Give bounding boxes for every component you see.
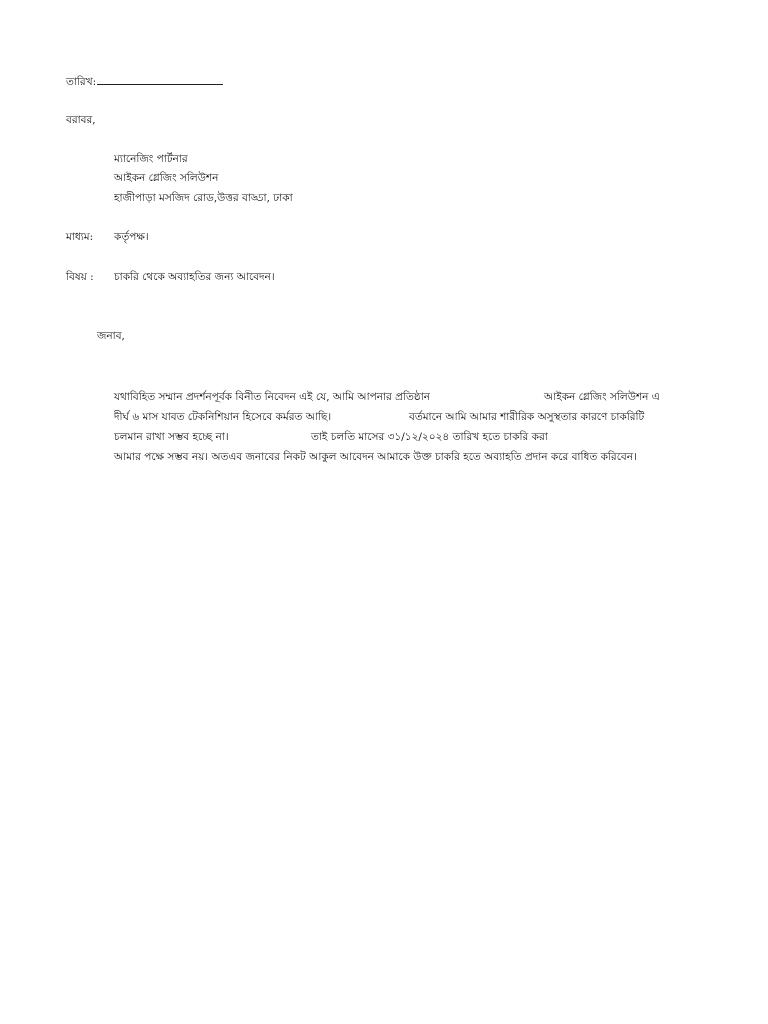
body-line-2b: বর্তমানে আমি আমার শারীরিক অসুস্থতার কারণে চাকরিটি <box>409 411 645 423</box>
body-line-2a: দীর্ঘ ৬ মাস যাবত টেকনিশিয়ান হিসেবে কর্মরত আছি। <box>114 411 332 423</box>
subject-label: বিষয় : <box>66 271 94 283</box>
via-label: মাধ্যম: <box>66 231 94 243</box>
salutation-to: বরাবর, <box>66 114 96 126</box>
recipient-title: ম্যানেজিং পার্টনার <box>114 153 188 165</box>
via-value: কর্তৃপক্ষ। <box>114 231 149 243</box>
body-line-1b: আইকন গ্লেজিং সলিউশন এ <box>544 391 660 403</box>
date-label: তারিখ: <box>66 76 97 88</box>
recipient-company: আইকন গ্লেজিং সলিউশন <box>114 172 219 184</box>
recipient-address: হাজীপাড়া মসজিদ রোড,উত্তর বাড্ডা, ঢাকা <box>114 192 293 204</box>
date-blank-line <box>97 73 223 85</box>
body-line-4: আমার পক্ষে সম্ভব নয়। অতএব জনাবের নিকট আকুল আবেদন আমাকে উক্ত চাকরি হতে অব্যাহতি প্রদান করে বাধিত করিবেন। <box>114 451 637 463</box>
body-line-3b: তাই চলতি মাসের ৩১/১২/২০২৪ তারিখ হতে চাকরি করা <box>311 431 548 443</box>
date-row <box>66 73 223 89</box>
subject-value: চাকরি থেকে অব্যাহতির জন্য আবেদন। <box>114 271 275 283</box>
greeting: জনাব, <box>97 330 125 342</box>
body-line-1a: যথাবিহিত সম্মান প্রদর্শনপূর্বক বিনীত নিবেদন এই যে, আমি আপনার প্রতিষ্ঠান <box>114 391 431 403</box>
body-line-3a: চলমান রাখা সম্ভব হচ্ছে না। <box>114 431 229 443</box>
